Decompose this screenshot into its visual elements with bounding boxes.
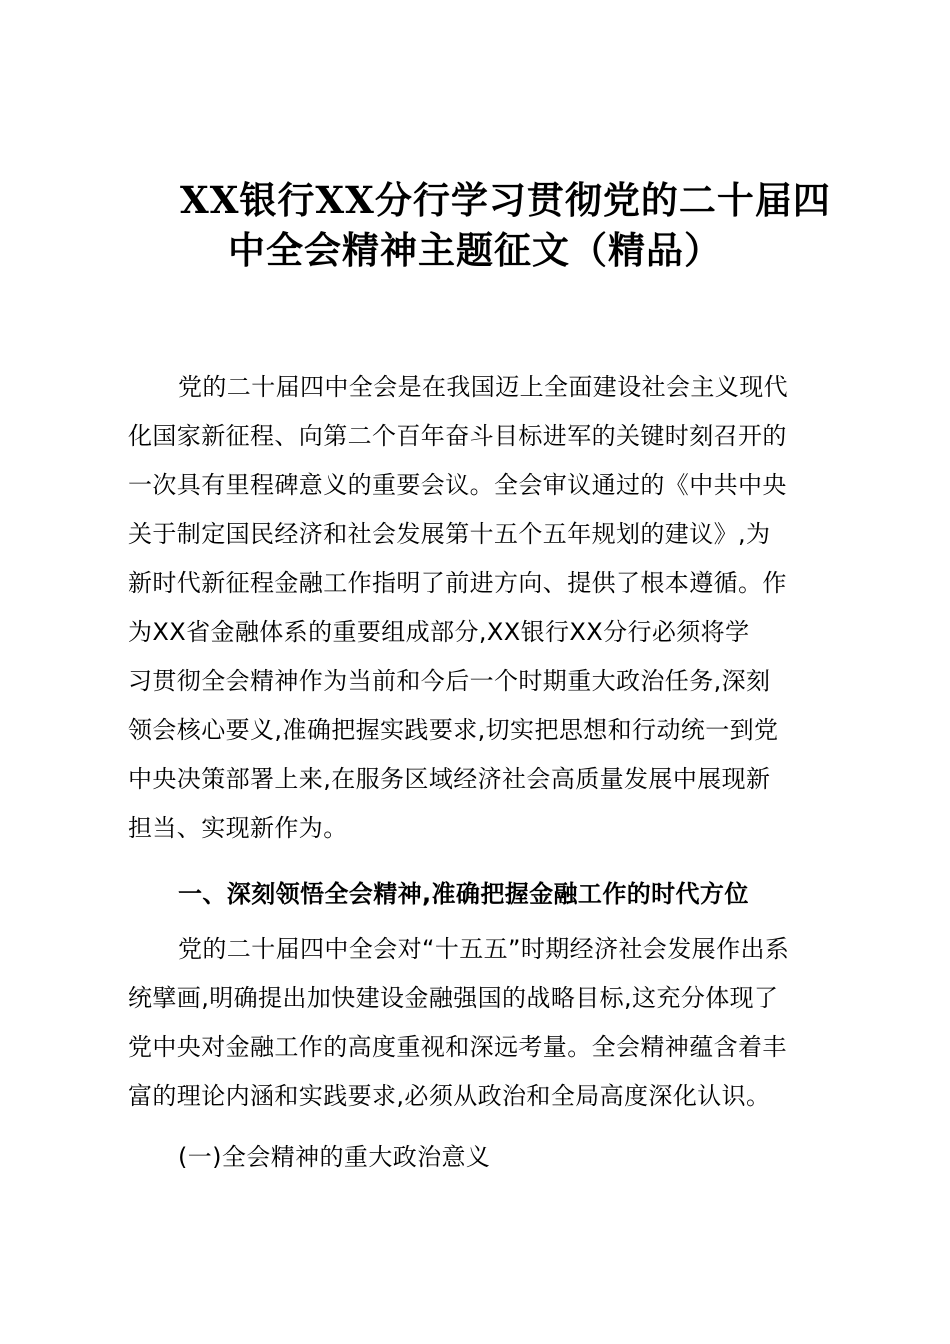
paragraph-line: 习贯彻全会精神作为当前和今后一个时期重大政治任务,深刻 [128,667,771,695]
paragraph-line: 担当、实现新作为。 [128,814,348,842]
paragraph-line: 领会核心要义,准确把握实践要求,切实把思想和行动统一到党 [128,716,779,744]
paragraph-line: 党的二十届四中全会对“十五五”时期经济社会发展作出系 [178,935,790,963]
subsection-heading-1: (一)全会精神的重大政治意义 [178,1143,491,1171]
paragraph-line: 新时代新征程金融工作指明了前进方向、提供了根本遵循。作 [128,569,787,597]
section-heading-1: 一、深刻领悟全会精神,准确把握金融工作的时代方位 [178,880,749,908]
paragraph-1 [128,363,828,853]
paragraph-line: 一次具有里程碑意义的重要会议。全会审议通过的《中共中央 [128,471,787,499]
paragraph-line: 党的二十届四中全会是在我国迈上全面建设社会主义现代 [178,373,788,401]
paragraph-2 [128,925,828,1121]
paragraph-line: 富的理论内涵和实践要求,必须从政治和全局高度深化认识。 [128,1082,771,1110]
paragraph-line: 为XX省金融体系的重要组成部分,XX银行XX分行必须将学 [128,618,750,646]
paragraph-line: 党中央对金融工作的高度重视和深远考量。全会精神蕴含着丰 [128,1033,787,1061]
document-title-line-1: XX银行XX分行学习贯彻党的二十届四 [180,178,831,222]
paragraph-line: 统擘画,明确提出加快建设金融强国的战略目标,这充分体现了 [128,984,779,1012]
paragraph-line: 关于制定国民经济和社会发展第十五个五年规划的建议》,为 [128,520,771,548]
document-title-line-2: 中全会精神主题征文（精品） [228,228,722,272]
paragraph-line: 化国家新征程、向第二个百年奋斗目标进军的关键时刻召开的 [128,422,787,450]
paragraph-line: 中央决策部署上来,在服务区域经济社会高质量发展中展现新 [128,765,771,793]
